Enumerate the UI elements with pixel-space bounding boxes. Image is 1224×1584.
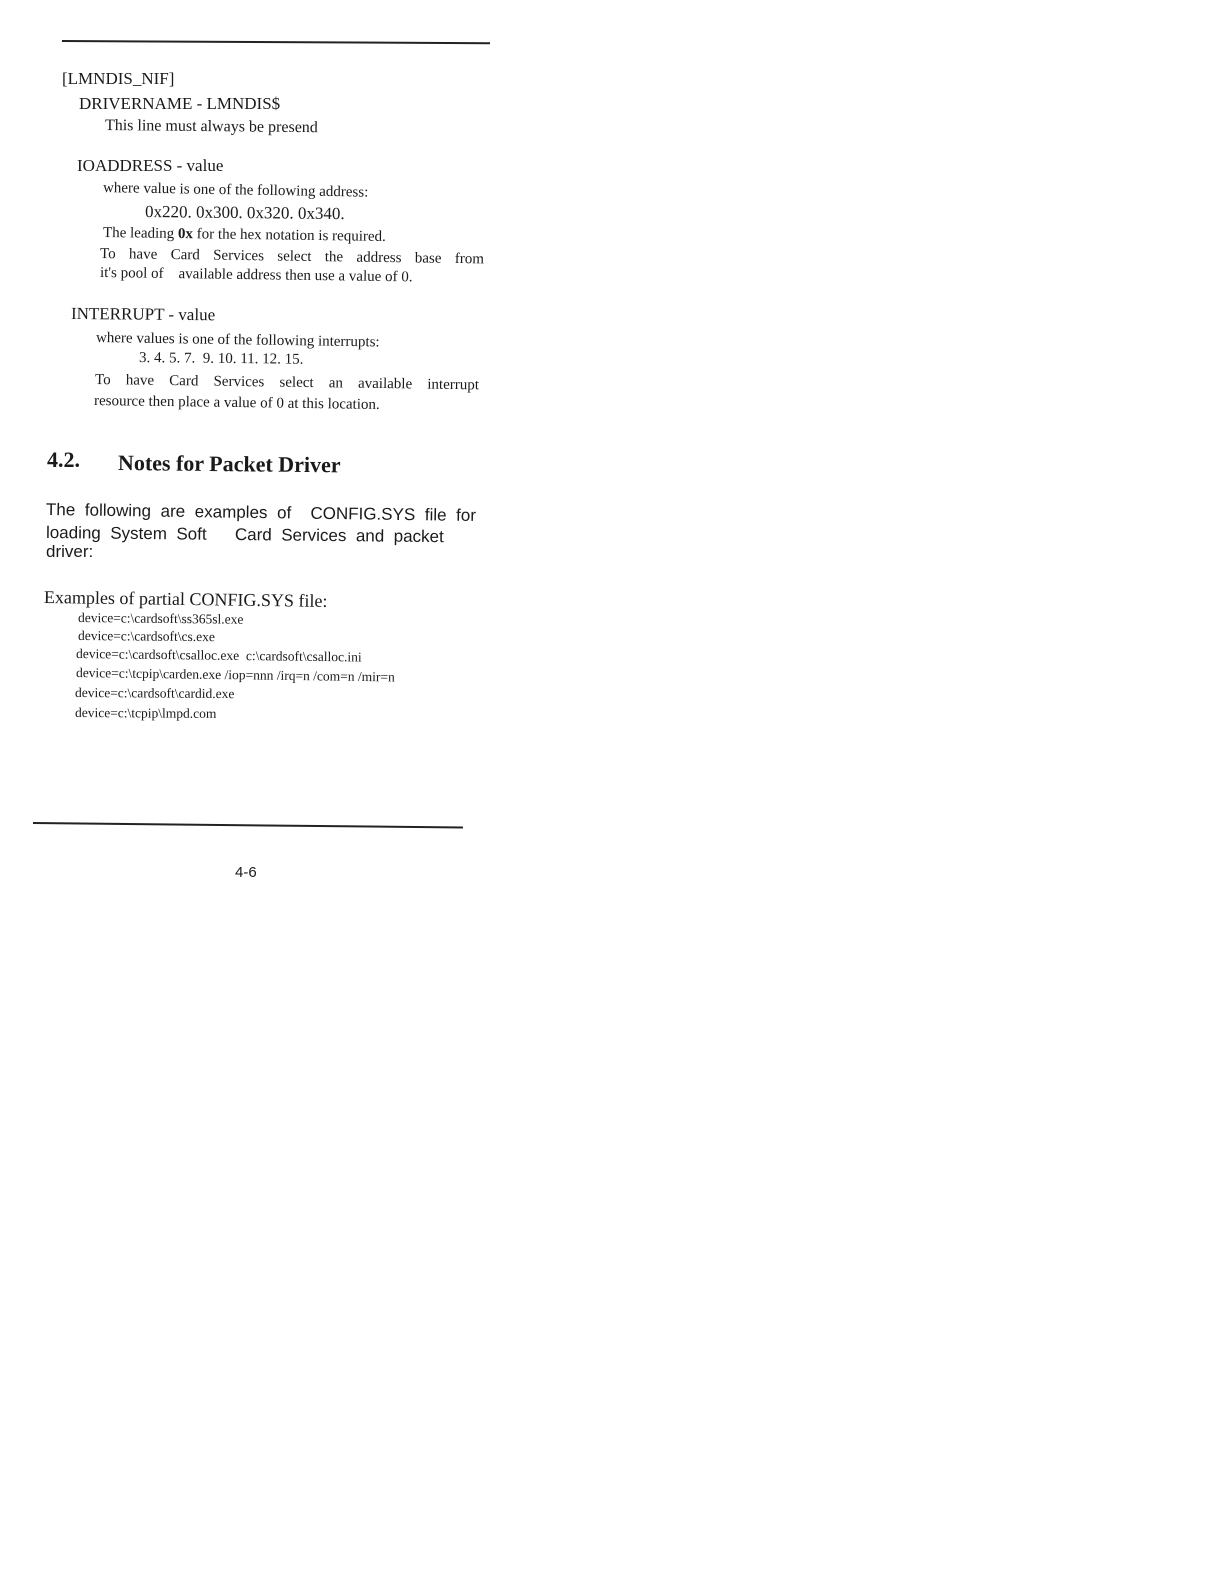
section-number: 4.2. — [47, 447, 80, 472]
ioaddress-hex-note — [103, 226, 386, 245]
interrupt-cs-line2: resource then place a value of 0 at this location. — [93, 393, 380, 413]
config-line: device=c:\cardsoft\cs.exe — [77, 628, 215, 645]
ioaddress-values: 0x220. 0x300. 0x320. 0x340. — [144, 202, 345, 224]
section-header-lmndis-nif: [LMNDIS_NIF] — [62, 69, 175, 88]
hex-note-post: for the hex notation is required. — [192, 226, 386, 245]
page-number: 4-6 — [235, 864, 257, 881]
interrupt-cs-line1: To have Card Services select an available interrupt — [94, 372, 480, 394]
drivername-note: This line must always be presend — [104, 117, 318, 137]
interrupt-desc: where values is one of the following interrupts: — [95, 330, 380, 351]
ioaddress-desc: where value is one of the following address: — [102, 180, 369, 201]
intro-paragraph-line1: The following are examples of CONFIG.SYS file for — [45, 500, 477, 526]
examples-label: Examples of partial CONFIG.SYS file: — [43, 587, 328, 611]
intro-paragraph-line3: driver: — [46, 542, 94, 561]
top-divider — [62, 40, 490, 44]
config-line: device=c:\cardsoft\csalloc.exe c:\cardsoft\csalloc.ini — [75, 646, 362, 665]
config-line: device=c:\tcpip\lmpd.com — [74, 705, 217, 721]
ioaddress-label: IOADDRESS - value — [77, 156, 224, 175]
interrupt-label: INTERRUPT - value — [70, 304, 216, 325]
bottom-divider — [33, 822, 463, 829]
hex-note-bold: 0x — [177, 226, 194, 243]
config-line: device=c:\tcpip\carden.exe /iop=nnn /irq=n /com=n /mir=n — [75, 665, 395, 685]
hex-note-pre: The leading — [102, 225, 179, 243]
drivername-label: DRIVERNAME - LMNDIS$ — [79, 94, 281, 113]
config-line: device=c:\cardsoft\ss365sl.exe — [77, 610, 244, 627]
interrupt-values: 3. 4. 5. 7. 9. 10. 11. 12. 15. — [138, 350, 304, 368]
config-line: device=c:\cardsoft\cardid.exe — [74, 685, 235, 702]
ioaddress-cs-line2: it's pool of available address then use a value of 0. — [99, 265, 413, 286]
section-title: Notes for Packet Driver — [117, 450, 341, 478]
intro-paragraph-line2: loading System Soft Card Services and packet — [45, 523, 444, 547]
ioaddress-cs-line1: To have Card Services select the address base from — [99, 246, 485, 268]
